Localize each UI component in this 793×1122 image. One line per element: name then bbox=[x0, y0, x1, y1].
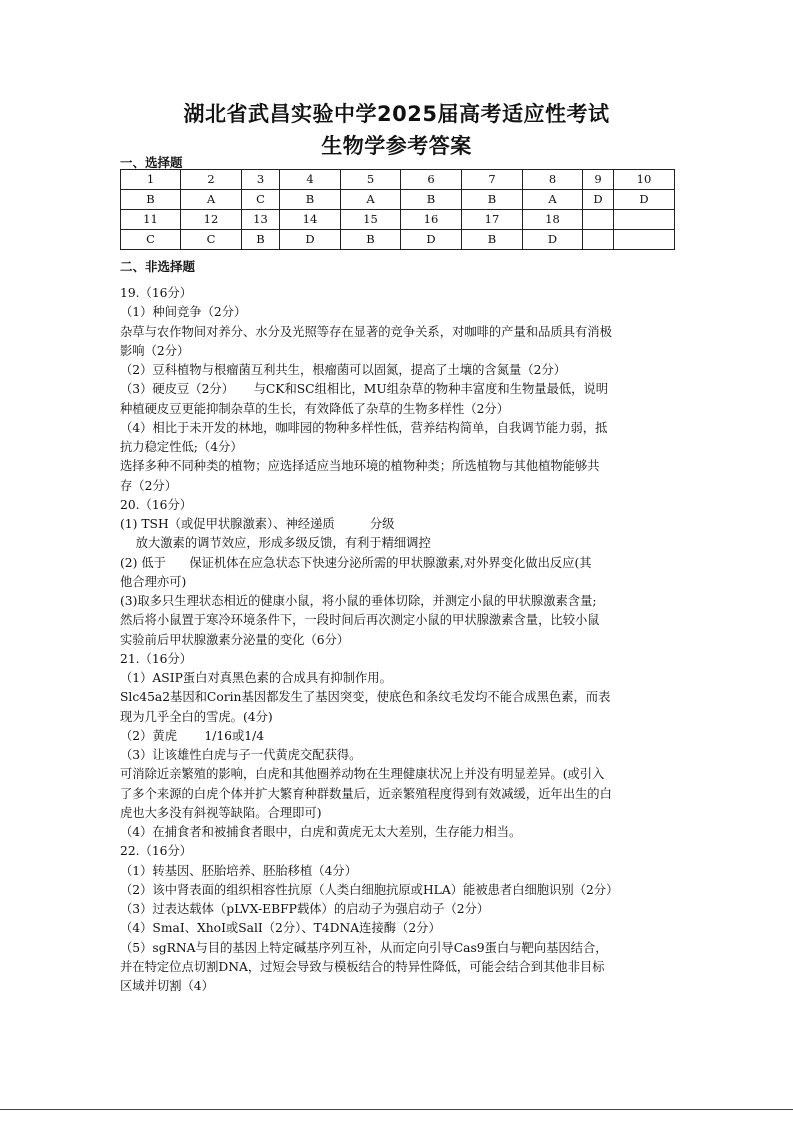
answer-line: 抗力稳定性低;（4分） bbox=[120, 440, 243, 454]
answer-row bbox=[121, 230, 675, 250]
question-number-cell: 15 bbox=[341, 210, 401, 230]
answer-cell: C bbox=[242, 190, 280, 210]
answer-line: (2) 低于 保证机体在应急状态下快速分泌所需的甲状腺激素,对外界变化做出反应(其 bbox=[120, 555, 592, 570]
answer-line: 实验前后甲状腺激素分泌量的变化（6分） bbox=[120, 632, 350, 647]
question-number-cell: 13 bbox=[242, 210, 280, 230]
answer-line: 21.（16分） bbox=[120, 651, 193, 666]
question-number-cell: 17 bbox=[462, 210, 523, 230]
question-number-cell: 4 bbox=[280, 170, 341, 190]
answer-line: （1）种间竞争（2分） bbox=[120, 305, 247, 320]
answer-line: 20.（16分） bbox=[120, 497, 193, 512]
answer-line: 现为几乎全白的雪虎。(4分) bbox=[120, 709, 273, 724]
section-heading-choice: 一、选择题 bbox=[120, 155, 183, 170]
question-number-cell: 3 bbox=[242, 170, 280, 190]
answer-line: （2）豆科植物与根瘤菌互利共生，根瘤菌可以固氮，提高了土壤的含氮量（2分） bbox=[120, 363, 567, 377]
section-heading-nonchoice: 二、非选择题 bbox=[120, 259, 196, 274]
answer-line: 22.（16分） bbox=[120, 844, 193, 859]
page-title: 湖北省武昌实验中学2025届高考适应性考试 bbox=[183, 102, 610, 126]
answer-cell: A bbox=[523, 190, 583, 210]
answer-cell: B bbox=[341, 230, 401, 250]
answer-cell: B bbox=[462, 230, 523, 250]
answer-line: 存（2分） bbox=[120, 478, 178, 493]
answer-line: Slc45a2基因和Corin基因都发生了基因突变，使底色和条纹毛发均不能合成黑色素，而表 bbox=[120, 690, 611, 705]
answer-cell: B bbox=[401, 190, 462, 210]
answer-cell: D bbox=[583, 190, 614, 210]
question-number-cell: 8 bbox=[523, 170, 583, 190]
answer-line: (1) TSH（或促甲状腺激素）、神经递质 分级 bbox=[120, 517, 395, 531]
answer-body bbox=[120, 284, 676, 996]
answer-line: 区域并切割（4） bbox=[120, 979, 214, 993]
answer-line: 选择多种不同种类的植物；应选择适应当地环境的植物种类；所选植物与其他植物能够共 bbox=[120, 459, 600, 474]
question-number-row bbox=[121, 210, 675, 230]
answer-line: （5）sgRNA与目的基因上特定碱基序列互补，从而定向引导Cas9蛋白与靶向基因结合， bbox=[120, 940, 608, 955]
question-number-cell: 11 bbox=[121, 210, 181, 230]
answer-line: （2）该中肾表面的组织相容性抗原（人类白细胞抗原或HLA）能被患者白细胞识别（2分） bbox=[120, 882, 619, 897]
question-number-cell: 1 bbox=[121, 170, 181, 190]
question-number-cell bbox=[583, 210, 614, 230]
answer-line: （3）硬皮豆（2分） 与CK和SC组相比，MU组杂草的物种丰富度和生物量最低，说明 bbox=[120, 382, 609, 397]
page-bottom-rule bbox=[0, 1109, 793, 1110]
answer-line: （3）让该雄性白虎与子一代黄虎交配获得。 bbox=[120, 748, 362, 762]
answer-cell: B bbox=[280, 190, 341, 210]
answer-cell bbox=[583, 230, 614, 250]
answer-line: 种植硬皮豆更能抑制杂草的生长，有效降低了杂草的生物多样性（2分） bbox=[120, 401, 510, 416]
page-subtitle: 生物学参考答案 bbox=[321, 134, 472, 158]
question-number-cell: 7 bbox=[462, 170, 523, 190]
answer-line: （2）黄虎 1/16或1/4 bbox=[120, 728, 265, 743]
answer-cell: B bbox=[462, 190, 523, 210]
question-number-cell: 14 bbox=[280, 210, 341, 230]
answer-cell: D bbox=[523, 230, 583, 250]
answer-line: （3）过表达载体（pLVX-EBFP载体）的启动子为强启动子（2分） bbox=[120, 902, 490, 916]
answer-line: 了多个来源的白虎个体并扩大繁育种群数量后，近亲繁殖程度得到有效减缓，近年出生的白 bbox=[120, 786, 612, 801]
answer-cell: A bbox=[181, 190, 242, 210]
answer-line: 他合理亦可) bbox=[120, 574, 187, 589]
answer-line: （4）相比于未开发的林地，咖啡园的物种多样性低，营养结构简单，自我调节能力弱，抵 bbox=[120, 420, 608, 435]
answer-line: 放大激素的调节效应，形成多级反馈，有利于精细调控 bbox=[120, 536, 431, 551]
answer-line: 影响（2分） bbox=[120, 343, 190, 358]
question-number-cell: 16 bbox=[401, 210, 462, 230]
answer-table bbox=[120, 169, 675, 250]
answer-line: （1）转基因、胚胎培养、胚胎移植（4分） bbox=[120, 863, 357, 878]
answer-line: 并在特定位点切割DNA，过短会导致与模板结合的特异性降低，可能会结合到其他非目标 bbox=[120, 959, 605, 974]
answer-cell bbox=[614, 230, 675, 250]
question-number-cell: 9 bbox=[583, 170, 614, 190]
answer-cell: D bbox=[280, 230, 341, 250]
answer-cell: C bbox=[181, 230, 242, 250]
answer-cell: A bbox=[341, 190, 401, 210]
question-number-cell: 6 bbox=[401, 170, 462, 190]
answer-line: 杂草与农作物间对养分、水分及光照等存在显著的竞争关系，对咖啡的产量和品质具有消极 bbox=[120, 324, 612, 339]
answer-line: 虎也大多没有斜视等缺陷。合理即可) bbox=[120, 805, 322, 820]
question-number-cell bbox=[614, 210, 675, 230]
answer-cell: B bbox=[121, 190, 181, 210]
answer-cell: C bbox=[121, 230, 181, 250]
answer-line: （1）ASIP蛋白对真黑色素的合成具有抑制作用。 bbox=[120, 671, 392, 685]
question-number-cell: 2 bbox=[181, 170, 242, 190]
answer-cell: D bbox=[401, 230, 462, 250]
question-number-cell: 12 bbox=[181, 210, 242, 230]
answer-line: 然后将小鼠置于寒冷环境条件下，一段时间后再次测定小鼠的甲状腺激素含量，比较小鼠 bbox=[120, 613, 600, 628]
answer-line: (3)取多只生理状态相近的健康小鼠，将小鼠的垂体切除，并测定小鼠的甲状腺激素含量; bbox=[120, 594, 597, 608]
question-number-cell: 10 bbox=[614, 170, 675, 190]
question-number-cell: 5 bbox=[341, 170, 401, 190]
question-number-cell: 18 bbox=[523, 210, 583, 230]
question-number-row bbox=[121, 170, 675, 190]
answer-line: 可消除近亲繁殖的影响，白虎和其他圈养动物在生理健康状况上并没有明显差异。(或引入 bbox=[120, 767, 605, 782]
answer-cell: D bbox=[614, 190, 675, 210]
answer-cell: B bbox=[242, 230, 280, 250]
answer-line: 19.（16分） bbox=[120, 286, 193, 300]
answer-row bbox=[121, 190, 675, 210]
answer-line: （4）在捕食者和被捕食者眼中，白虎和黄虎无太大差别，生存能力相当。 bbox=[120, 825, 522, 839]
answer-line: （4）SmaⅠ、XhoⅠ或SalⅠ（2分）、T4DNA连接酶（2分） bbox=[120, 921, 441, 936]
